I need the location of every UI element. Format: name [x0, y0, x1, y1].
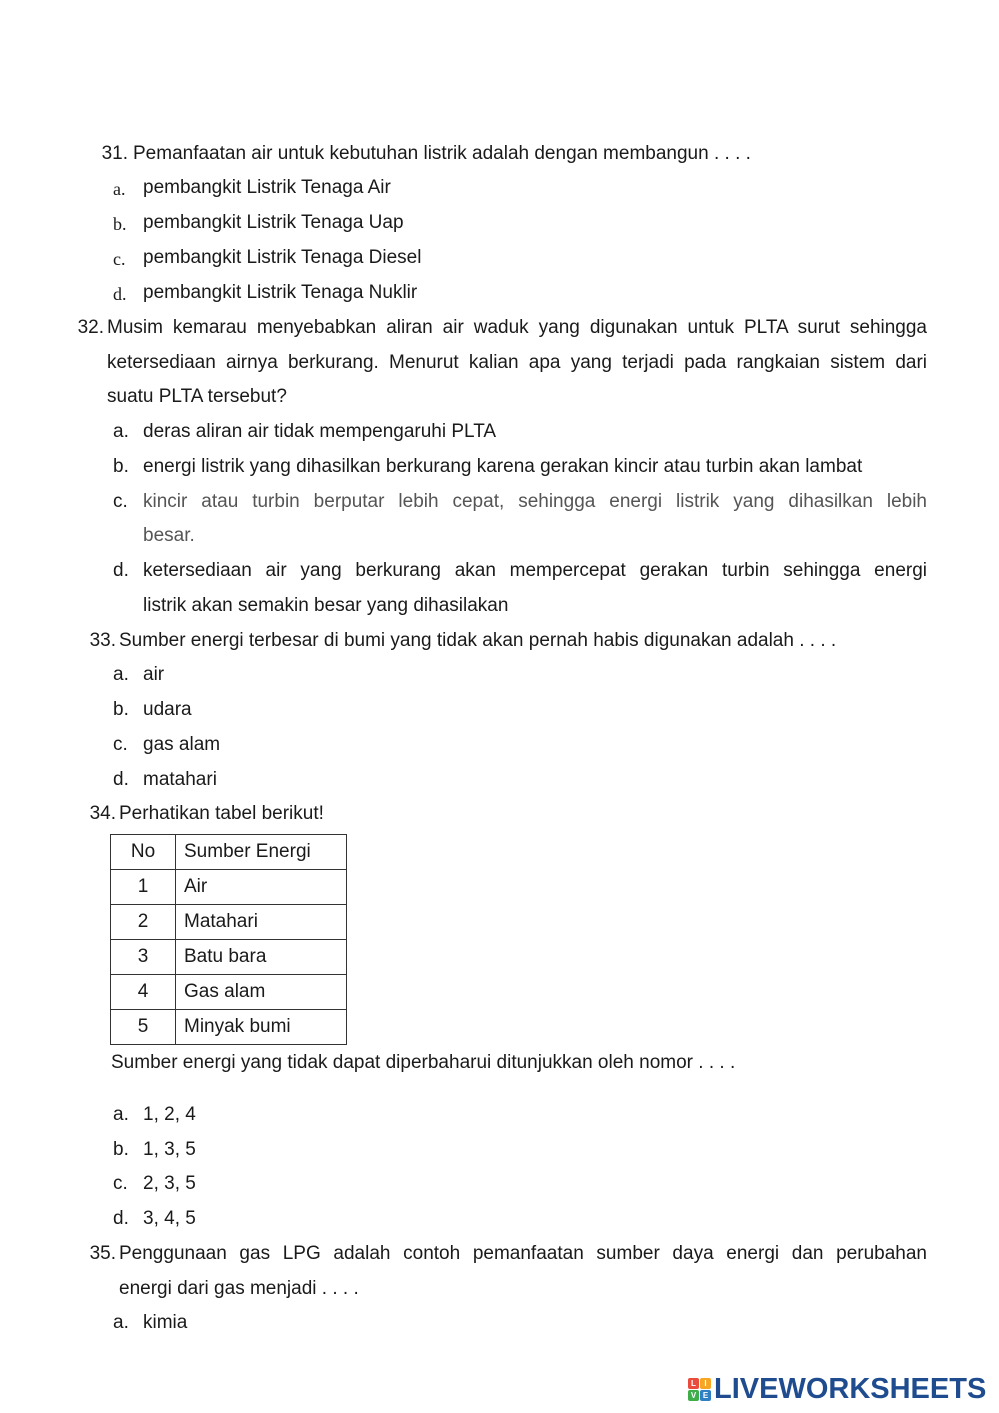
q31-option-c[interactable]: pembangkit Listrik Tenaga Diesel [143, 247, 422, 268]
table-row [111, 870, 347, 905]
table-header-row [111, 835, 347, 870]
q34-option-d-letter: d. [113, 1208, 129, 1229]
table-cell-source: Air [176, 870, 347, 905]
table-row [111, 940, 347, 975]
q35-option-a[interactable]: kimia [143, 1312, 188, 1333]
table-cell-no: 1 [111, 870, 176, 905]
q32-option-d-line-2: listrik akan semakin besar yang dihasilakan [143, 595, 509, 616]
q33-option-d[interactable]: matahari [143, 769, 217, 790]
q35-text-line-1: Penggunaan gas LPG adalah contoh pemanfaatan sumber daya energi dan perubahan [119, 1243, 927, 1264]
liveworksheets-logo-text: LIVEWORKSHEETS [714, 1372, 987, 1405]
q33-option-a[interactable]: air [143, 664, 165, 685]
q32-option-d-letter: d. [113, 560, 129, 581]
q31-option-a-letter: a. [113, 179, 126, 199]
q31-option-a[interactable]: pembangkit Listrik Tenaga Air [143, 177, 391, 198]
q33-option-a-letter: a. [113, 664, 129, 685]
q31-option-b[interactable]: pembangkit Listrik Tenaga Uap [143, 212, 404, 233]
q32-option-a-letter: a. [113, 421, 129, 442]
q34-option-a-letter: a. [113, 1104, 129, 1125]
q32-option-d[interactable]: ketersediaan air yang berkurang akan mempercepat gerakan turbin sehingga energi [143, 560, 927, 581]
q32-option-c-line-2: besar. [143, 525, 195, 546]
q32-number: 32. [77, 317, 104, 338]
table-cell-no: 5 [111, 1010, 176, 1045]
liveworksheets-logo [688, 1372, 986, 1406]
q34-option-c[interactable]: 2, 3, 5 [143, 1173, 196, 1194]
q34-option-a[interactable]: 1, 2, 4 [143, 1104, 196, 1125]
q32-text-line-1: Musim kemarau menyebabkan aliran air waduk yang digunakan untuk PLTA surut sehingga [107, 317, 927, 338]
q34-option-d[interactable]: 3, 4, 5 [143, 1208, 196, 1229]
q34-option-b[interactable]: 1, 3, 5 [143, 1139, 196, 1160]
q34-number: 34. [89, 803, 116, 824]
q33-option-b-letter: b. [113, 699, 129, 720]
q33-option-c[interactable]: gas alam [143, 734, 221, 755]
q31-text: Pemanfaatan air untuk kebutuhan listrik adalah dengan membangun . . . . [133, 143, 751, 164]
q34-prompt: Sumber energi yang tidak dapat diperbaharui ditunjukkan oleh nomor . . . . [111, 1052, 736, 1073]
q35-text-line-2: energi dari gas menjadi . . . . [119, 1278, 359, 1299]
table-row [111, 975, 347, 1010]
q32-option-b-letter: b. [113, 456, 129, 477]
liveworksheets-logo-icon: L I V E [688, 1378, 711, 1401]
q34-option-b-letter: b. [113, 1139, 129, 1160]
q32-option-a[interactable]: deras aliran air tidak mempengaruhi PLTA [143, 421, 497, 442]
q35-option-a-letter: a. [113, 1312, 129, 1333]
q34-text: Perhatikan tabel berikut! [119, 803, 324, 824]
q33-number: 33. [89, 630, 116, 651]
table-header-no: No [111, 835, 176, 870]
q32-option-c-letter: c. [113, 491, 128, 512]
energy-source-table [110, 834, 347, 1045]
q32-option-b[interactable]: energi listrik yang dihasilkan berkurang karena gerakan kincir atau turbin akan lambat [143, 456, 863, 477]
table-cell-no: 3 [111, 940, 176, 975]
q33-option-d-letter: d. [113, 769, 129, 790]
q34-option-c-letter: c. [113, 1173, 128, 1194]
q32-text-line-2: ketersediaan airnya berkurang. Menurut kalian apa yang terjadi pada rangkaian sistem dari [107, 352, 927, 373]
q33-text: Sumber energi terbesar di bumi yang tidak akan pernah habis digunakan adalah . . . . [119, 630, 837, 651]
q31-option-d[interactable]: pembangkit Listrik Tenaga Nuklir [143, 282, 418, 303]
table-row [111, 905, 347, 940]
q31-option-b-letter: b. [113, 214, 127, 234]
table-cell-source: Gas alam [176, 975, 347, 1010]
q31-option-d-letter: d. [113, 284, 127, 304]
table-cell-no: 2 [111, 905, 176, 940]
table-cell-no: 4 [111, 975, 176, 1010]
table-row [111, 1010, 347, 1045]
table-cell-source: Minyak bumi [176, 1010, 347, 1045]
q35-number: 35. [89, 1243, 116, 1264]
table-cell-source: Batu bara [176, 940, 347, 975]
q32-text-line-3: suatu PLTA tersebut? [107, 386, 287, 407]
table-cell-source: Matahari [176, 905, 347, 940]
q31-number: 31. [101, 143, 128, 164]
q33-option-c-letter: c. [113, 734, 128, 755]
table-header-source: Sumber Energi [176, 835, 347, 870]
q32-option-c[interactable]: kincir atau turbin berputar lebih cepat, sehingga energi listrik yang dihasilkan lebih [143, 491, 927, 512]
q33-option-b[interactable]: udara [143, 699, 192, 720]
q31-option-c-letter: c. [113, 249, 126, 269]
